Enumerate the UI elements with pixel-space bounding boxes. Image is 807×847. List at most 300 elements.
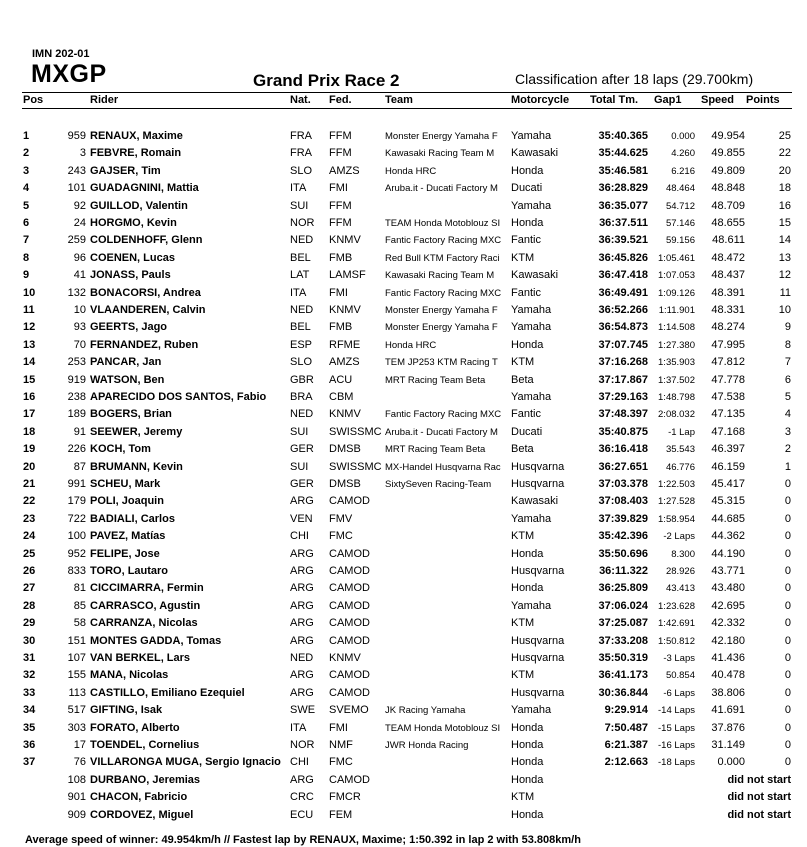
cell-pos: 20 <box>23 460 36 473</box>
cell-total: 37:39.829 <box>598 512 648 525</box>
cell-num: 108 <box>67 773 86 786</box>
footer-note: Average speed of winner: 49.954km/h // Fastest lap by RENAUX, Maxime; 1:50.392 in lap 2 with 53.808km/h <box>25 834 581 846</box>
table-row <box>0 511 807 528</box>
cell-total: 37:17.867 <box>598 373 648 386</box>
cell-speed: 48.391 <box>711 286 745 299</box>
table-row <box>0 685 807 702</box>
cell-speed: 44.190 <box>711 547 745 560</box>
cell-pos: 31 <box>23 652 36 664</box>
cell-pos: 25 <box>23 547 36 560</box>
cell-pos: 14 <box>23 356 36 369</box>
cell-pos: 33 <box>23 686 36 699</box>
cell-fed: CAMOD <box>329 617 370 630</box>
cell-pos: 28 <box>23 599 36 612</box>
table-row <box>0 563 807 580</box>
cell-moto: Husqvarna <box>511 460 565 473</box>
cell-fed: FFM <box>329 147 352 160</box>
cell-gap: -14 Laps <box>658 705 695 717</box>
table-row <box>0 580 807 597</box>
cell-speed: 41.691 <box>711 704 745 717</box>
header-gap: Gap1 <box>654 94 682 106</box>
cell-moto: Honda <box>511 773 544 786</box>
cell-rider: MANA, Nicolas <box>90 669 169 682</box>
cell-total: 37:07.745 <box>598 338 648 351</box>
cell-moto: Yamaha <box>511 512 552 525</box>
cell-moto: Fantic <box>511 286 541 299</box>
cell-gap: -3 Laps <box>663 653 695 664</box>
cell-num: 41 <box>73 269 86 282</box>
cell-speed: 47.995 <box>711 338 745 351</box>
table-row <box>0 145 807 162</box>
cell-total: 36:41.173 <box>598 669 648 682</box>
cell-speed: 42.332 <box>711 617 745 630</box>
cell-points: 0 <box>784 495 791 508</box>
cell-nat: ITA <box>290 182 307 195</box>
cell-pos: 22 <box>23 495 36 508</box>
cell-gap: 1:50.812 <box>658 635 695 647</box>
cell-fed: CAMOD <box>329 582 370 595</box>
cell-speed: 48.709 <box>711 199 745 212</box>
table-row <box>0 250 807 267</box>
cell-fed: CAMOD <box>329 599 370 612</box>
cell-moto: Kawasaki <box>511 269 559 282</box>
cell-num: 107 <box>67 652 86 664</box>
table-row <box>0 459 807 476</box>
cell-rider: APARECIDO DOS SANTOS, Fabio <box>90 391 267 403</box>
cell-rider: TOENDEL, Cornelius <box>90 739 200 751</box>
cell-points: 15 <box>778 217 791 229</box>
cell-nat: SWE <box>290 704 316 717</box>
cell-rider: WATSON, Ben <box>90 373 165 386</box>
table-row <box>0 389 807 406</box>
cell-pos: 15 <box>23 373 36 386</box>
cell-pos: 12 <box>23 321 36 334</box>
cell-speed: 31.149 <box>711 739 745 751</box>
cell-num: 901 <box>67 791 86 804</box>
cell-rider: CASTILLO, Emiliano Ezequiel <box>90 686 245 699</box>
cell-points: 0 <box>784 686 791 699</box>
cell-moto: Husqvarna <box>511 478 565 490</box>
cell-num: 24 <box>73 217 86 229</box>
table-row <box>0 650 807 667</box>
cell-fed: FMI <box>329 286 348 299</box>
cell-fed: CAMOD <box>329 686 370 699</box>
cell-fed: KNMV <box>329 408 361 421</box>
cell-pos: 30 <box>23 634 36 647</box>
cell-num: 919 <box>67 373 86 386</box>
table-row <box>0 720 807 737</box>
cell-nat: ARG <box>290 634 314 647</box>
cell-total: 35:46.581 <box>598 164 648 177</box>
cell-rider: CARRANZA, Nicolas <box>90 617 198 630</box>
table-row <box>0 354 807 371</box>
cell-gap: 57.146 <box>665 218 695 229</box>
cell-speed: 48.331 <box>711 304 745 316</box>
cell-fed: KNMV <box>329 652 361 664</box>
cell-moto: Honda <box>511 582 544 595</box>
cell-nat: NOR <box>290 217 315 229</box>
table-row <box>0 406 807 423</box>
cell-gap: 59.156 <box>665 235 695 247</box>
cell-num: 101 <box>67 182 86 195</box>
cell-pos: 1 <box>23 130 30 142</box>
cell-moto: Husqvarna <box>511 652 565 664</box>
cell-gap: 1:27.528 <box>658 496 695 508</box>
table-row <box>0 546 807 563</box>
cell-pos: 21 <box>23 478 36 490</box>
cell-fed: FFM <box>329 130 352 142</box>
header-motorcycle: Motorcycle <box>511 94 570 106</box>
cell-fed: AMZS <box>329 356 360 369</box>
cell-nat: ARG <box>290 617 314 630</box>
cell-points: 10 <box>778 304 791 316</box>
cell-rider: FERNANDEZ, Ruben <box>90 338 199 351</box>
cell-gap: 50.854 <box>665 670 695 682</box>
cell-speed: 48.437 <box>711 269 745 282</box>
cell-moto: Husqvarna <box>511 634 565 647</box>
cell-gap: 1:09.126 <box>658 287 695 299</box>
cell-speed: 48.655 <box>711 217 745 229</box>
cell-fed: CAMOD <box>329 773 370 786</box>
table-row <box>0 319 807 336</box>
cell-rider: SEEWER, Jeremy <box>90 425 183 438</box>
cell-fed: FMB <box>329 321 353 334</box>
table-row <box>0 598 807 615</box>
table-row <box>0 702 807 719</box>
cell-nat: ARG <box>290 669 314 682</box>
cell-team: Fantic Factory Racing MXC <box>385 409 502 421</box>
cell-rider: MONTES GADDA, Tomas <box>90 634 222 647</box>
cell-nat: NOR <box>290 739 315 751</box>
cell-nat: VEN <box>290 512 313 525</box>
cell-total: 37:03.378 <box>598 478 648 490</box>
table-row <box>0 441 807 458</box>
cell-pos: 36 <box>23 739 36 751</box>
cell-team: Kawasaki Racing Team M <box>385 148 495 160</box>
cell-speed: 38.806 <box>711 686 745 699</box>
cell-points: 0 <box>784 565 791 577</box>
cell-gap: 1:07.053 <box>658 270 695 282</box>
cell-moto: Yamaha <box>511 599 552 612</box>
table-row <box>0 163 807 180</box>
table-row <box>0 772 807 789</box>
cell-speed: 37.876 <box>711 721 745 734</box>
cell-nat: BRA <box>290 391 313 403</box>
cell-num: 10 <box>73 304 86 316</box>
cell-moto: Yamaha <box>511 391 552 403</box>
cell-gap: 1:48.798 <box>658 392 695 403</box>
cell-nat: ESP <box>290 338 313 351</box>
cell-nat: ITA <box>290 286 307 299</box>
cell-points: 5 <box>784 391 791 403</box>
cell-pos: 4 <box>23 182 30 195</box>
cell-num: 253 <box>67 356 86 369</box>
cell-moto: Honda <box>511 721 544 734</box>
cell-points: 0 <box>784 634 791 647</box>
cell-team: MX-Handel Husqvarna Rac <box>385 461 501 473</box>
cell-total: 35:50.319 <box>598 652 648 664</box>
cell-points: 20 <box>778 164 791 177</box>
cell-nat: NED <box>290 408 314 421</box>
cell-num: 959 <box>67 130 86 142</box>
cell-total: 36:11.322 <box>599 565 648 577</box>
cell-moto: Ducati <box>511 182 543 195</box>
table-row <box>0 754 807 771</box>
cell-fed: ACU <box>329 373 353 386</box>
cell-rider: SCHEU, Mark <box>90 478 161 490</box>
cell-nat: SLO <box>290 356 313 369</box>
cell-speed: 41.436 <box>711 652 745 664</box>
cell-fed: FMCR <box>329 791 361 804</box>
table-row <box>0 285 807 302</box>
cell-points: 18 <box>778 182 791 195</box>
cell-moto: KTM <box>511 530 535 543</box>
cell-fed: RFME <box>329 338 361 351</box>
cell-gap: 28.926 <box>665 566 695 577</box>
cell-team: TEAM Honda Motoblouz SI <box>385 722 501 734</box>
cell-nat: ITA <box>290 721 307 734</box>
cell-fed: LAMSF <box>329 269 366 282</box>
cell-gap: 43.413 <box>665 583 695 595</box>
cell-rider: CORDOVEZ, Miguel <box>90 808 194 821</box>
race-title: Grand Prix Race 2 <box>253 71 400 90</box>
cell-moto: Honda <box>511 756 544 769</box>
cell-speed: 48.472 <box>711 251 745 264</box>
cell-fed: FMV <box>329 512 353 525</box>
cell-nat: ARG <box>290 599 314 612</box>
cell-total: 36:35.077 <box>598 199 648 212</box>
cell-nat: ARG <box>290 582 314 595</box>
cell-num: 303 <box>67 721 86 734</box>
cell-pos: 37 <box>23 756 36 769</box>
cell-gap: 1:05.461 <box>658 252 695 264</box>
table-row <box>0 807 807 824</box>
cell-team: SixtySeven Racing-Team <box>385 479 492 490</box>
cell-num: 517 <box>67 704 86 717</box>
header-fed: Fed. <box>329 94 352 106</box>
cell-speed: 49.855 <box>711 147 745 160</box>
cell-points: 11 <box>779 286 791 299</box>
header-team: Team <box>385 94 413 106</box>
cell-pos: 27 <box>23 582 36 595</box>
cell-points: 0 <box>784 530 791 543</box>
cell-total: 37:48.397 <box>598 408 648 421</box>
cell-gap: 8.300 <box>671 548 695 560</box>
cell-total: 37:25.087 <box>598 617 648 630</box>
cell-num: 243 <box>67 164 86 177</box>
cell-speed: 0.000 <box>717 756 745 769</box>
table-row <box>0 424 807 441</box>
cell-fed: FMC <box>329 756 353 769</box>
cell-points: 0 <box>784 478 791 490</box>
cell-pos: 10 <box>23 286 36 299</box>
cell-rider: POLI, Joaquin <box>90 495 164 508</box>
cell-num: 179 <box>67 495 86 508</box>
cell-gap: 1:14.508 <box>658 322 695 334</box>
cell-pos: 34 <box>23 704 36 717</box>
cell-num: 3 <box>79 147 86 160</box>
cell-rider: CICCIMARRA, Fermin <box>90 582 204 595</box>
cell-num: 93 <box>73 321 86 334</box>
cell-rider: BONACORSI, Andrea <box>90 286 201 299</box>
cell-speed: 40.478 <box>711 669 745 682</box>
cell-speed: 46.159 <box>711 460 745 473</box>
cell-total: 36:25.809 <box>598 582 648 595</box>
cell-team: JK Racing Yamaha <box>385 705 466 717</box>
cell-pos: 19 <box>23 443 36 456</box>
cell-total: 36:47.418 <box>598 269 648 282</box>
cell-moto: Yamaha <box>511 304 552 316</box>
cell-total: 30:36.844 <box>598 686 648 699</box>
table-row <box>0 476 807 493</box>
cell-nat: GER <box>290 443 314 456</box>
cell-nat: ARG <box>290 547 314 560</box>
cell-num: 952 <box>67 547 86 560</box>
cell-num: 226 <box>67 443 86 456</box>
cell-points: 0 <box>784 721 791 734</box>
cell-nat: BEL <box>290 321 311 334</box>
cell-total: 9:29.914 <box>604 704 648 717</box>
cell-points: 0 <box>784 704 791 717</box>
header-rider: Rider <box>90 94 119 106</box>
cell-gap: 2:08.032 <box>658 409 695 421</box>
cell-points: 4 <box>784 408 791 421</box>
cell-moto: Yamaha <box>511 321 552 334</box>
cell-rider: TORO, Lautaro <box>90 565 169 577</box>
table-header <box>0 94 807 108</box>
cell-gap: 1:35.903 <box>658 357 695 369</box>
cell-nat: FRA <box>290 130 312 142</box>
cell-rider: FORATO, Alberto <box>90 721 180 734</box>
cell-total: 36:45.826 <box>598 251 648 264</box>
header-pos: Pos <box>23 94 44 106</box>
cell-rider: BRUMANN, Kevin <box>90 460 183 473</box>
cell-speed: 49.954 <box>711 130 745 142</box>
cell-rider: GIFTING, Isak <box>90 704 163 717</box>
cell-total: 36:28.829 <box>598 182 648 195</box>
cell-fed: KNMV <box>329 304 361 316</box>
cell-speed: 42.695 <box>711 599 745 612</box>
cell-rider: FEBVRE, Romain <box>90 147 182 160</box>
table-row <box>0 337 807 354</box>
cell-rider: DURBANO, Jeremias <box>90 773 201 786</box>
cell-points: 0 <box>784 617 791 630</box>
cell-points: 8 <box>784 338 791 351</box>
cell-fed: SWISSMC <box>329 460 382 473</box>
cell-nat: ECU <box>290 808 314 821</box>
cell-moto: Honda <box>511 217 544 229</box>
cell-num: 238 <box>67 391 86 403</box>
cell-total: 36:27.651 <box>598 460 648 473</box>
cell-nat: CRC <box>290 791 314 804</box>
cell-num: 58 <box>73 617 86 630</box>
cell-rider: BOGERS, Brian <box>90 408 172 421</box>
cell-team: Honda HRC <box>385 339 437 351</box>
cell-nat: SUI <box>290 425 309 438</box>
cell-pos: 32 <box>23 669 36 682</box>
cell-moto: Honda <box>511 338 544 351</box>
cell-fed: CAMOD <box>329 634 370 647</box>
cell-moto: Yamaha <box>511 199 552 212</box>
cell-points: 25 <box>778 130 791 142</box>
cell-total: 37:29.163 <box>598 391 648 403</box>
cell-pos: 5 <box>23 199 30 212</box>
cell-rider: VILLARONGA MUGA, Sergio Ignacio <box>90 756 281 769</box>
cell-fed: FMI <box>329 721 348 734</box>
cell-nat: ARG <box>290 565 314 577</box>
cell-nat: ARG <box>290 686 314 699</box>
cell-status: did not start <box>727 791 791 804</box>
table-row <box>0 372 807 389</box>
cell-speed: 48.611 <box>712 234 745 247</box>
cell-total: 37:06.024 <box>598 599 648 612</box>
cell-rider: GUADAGNINI, Mattia <box>90 182 199 195</box>
cell-nat: FRA <box>290 147 312 160</box>
cell-speed: 47.168 <box>711 425 745 438</box>
cell-pos: 18 <box>23 425 36 438</box>
cell-speed: 43.771 <box>711 565 745 577</box>
cell-moto: Yamaha <box>511 704 552 717</box>
cell-speed: 48.274 <box>711 321 745 334</box>
cell-gap: 1:11.901 <box>658 305 695 316</box>
cell-gap: -2 Laps <box>663 531 695 543</box>
table-row <box>0 667 807 684</box>
cell-total: 6:21.387 <box>604 739 648 751</box>
cell-pos: 16 <box>23 391 36 403</box>
cell-fed: KNMV <box>329 234 361 247</box>
cell-fed: SWISSMC <box>329 425 382 438</box>
cell-points: 0 <box>784 599 791 612</box>
cell-gap: 4.260 <box>671 148 695 160</box>
cell-nat: BEL <box>290 251 311 264</box>
header-total: Total Tm. <box>590 94 639 106</box>
table-row <box>0 737 807 754</box>
cell-total: 35:42.396 <box>598 530 648 543</box>
cell-num: 991 <box>67 478 86 490</box>
cell-moto: Yamaha <box>511 130 552 142</box>
cell-moto: Beta <box>511 373 534 386</box>
cell-rider: CARRASCO, Agustin <box>90 599 201 612</box>
cell-rider: COENEN, Lucas <box>90 251 175 264</box>
cell-points: 12 <box>778 269 791 282</box>
cell-rider: PAVEZ, Matías <box>90 530 166 543</box>
cell-gap: 1:27.380 <box>658 339 695 351</box>
cell-rider: HORGMO, Kevin <box>90 217 177 229</box>
cell-moto: Ducati <box>511 425 543 438</box>
cell-fed: FEM <box>329 808 353 821</box>
cell-rider: CHACON, Fabricio <box>90 791 188 804</box>
cell-nat: ARG <box>290 495 314 508</box>
cell-nat: CHI <box>290 530 309 543</box>
cell-points: 13 <box>778 251 791 264</box>
cell-num: 92 <box>73 199 86 212</box>
cell-points: 0 <box>784 547 791 560</box>
cell-num: 87 <box>73 460 86 473</box>
cell-nat: SUI <box>290 199 309 212</box>
cell-rider: VLAANDEREN, Calvin <box>90 304 206 316</box>
cell-rider: GEERTS, Jago <box>90 321 168 334</box>
table-row <box>0 302 807 319</box>
header-points: Points <box>746 94 780 106</box>
cell-gap: 46.776 <box>665 461 695 473</box>
cell-moto: Honda <box>511 808 544 821</box>
cell-num: 722 <box>67 512 86 525</box>
cell-speed: 47.812 <box>711 356 745 369</box>
cell-moto: KTM <box>511 669 535 682</box>
table-row <box>0 528 807 545</box>
cell-num: 132 <box>67 286 86 299</box>
cell-total: 2:12.663 <box>604 756 648 769</box>
